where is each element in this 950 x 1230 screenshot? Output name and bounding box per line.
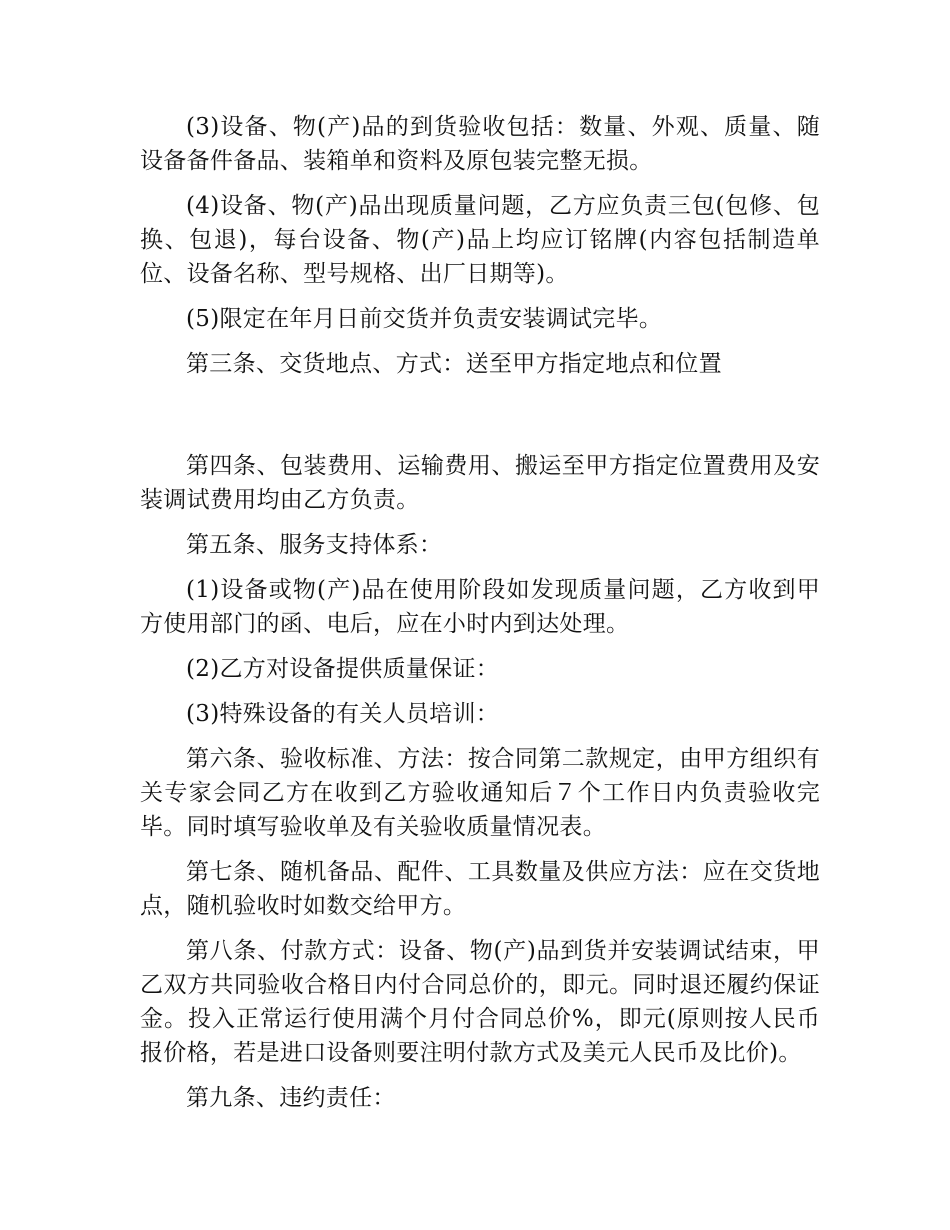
paragraph-delivery-inspection: (3)设备、物(产)品的到货验收包括：数量、外观、质量、随设备备件备品、装箱单和资料及原包装完整无损。 [140, 114, 820, 174]
paragraph-service-response: (1)设备或物(产)品在使用阶段如发现质量问题，乙方收到甲方使用部门的函、电后，应在小时内到达处理。 [140, 577, 820, 637]
paragraph-article-8: 第八条、付款方式：设备、物(产)品到货并安装调试结束，甲乙双方共同验收合格日内付合同总价的，即元。同时退还履约保证金。投入正常运行使用满个月付合同总价%，即元(原则按人民币报价格，若是进口设备则要注明付款方式及美元人民币及比价)。 [140, 938, 820, 1066]
paragraph-article-5: 第五条、服务支持体系： [186, 532, 443, 558]
paragraph-quality-guarantee: (2)乙方对设备提供质量保证： [186, 656, 500, 682]
paragraph-training: (3)特殊设备的有关人员培训： [186, 701, 500, 727]
paragraph-article-6: 第六条、验收标准、方法：按合同第二款规定，由甲方组织有关专家会同乙方在收到乙方验收通知后７个工作日内负责验收完毕。同时填写验收单及有关验收质量情况表。 [140, 746, 820, 840]
paragraph-article-4: 第四条、包装费用、运输费用、搬运至甲方指定位置费用及安装调试费用均由乙方负责。 [140, 453, 820, 513]
paragraph-article-9: 第九条、违约责任： [186, 1085, 396, 1111]
paragraph-article-3: 第三条、交货地点、方式：送至甲方指定地点和位置 [186, 351, 722, 377]
section-spacer [140, 392, 820, 449]
paragraph-article-7: 第七条、随机备品、配件、工具数量及供应方法：应在交货地点，随机验收时如数交给甲方。 [140, 859, 820, 919]
document-body [140, 110, 820, 1126]
paragraph-delivery-deadline: (5)限定在年月日前交货并负责安装调试完毕。 [186, 306, 663, 332]
paragraph-quality-warranty: (4)设备、物(产)品出现质量问题，乙方应负责三包(包修、包换、包退)，每台设备、物(产)品上均应订铭牌(内容包括制造单位、设备名称、型号规格、出厂日期等)。 [140, 193, 820, 287]
